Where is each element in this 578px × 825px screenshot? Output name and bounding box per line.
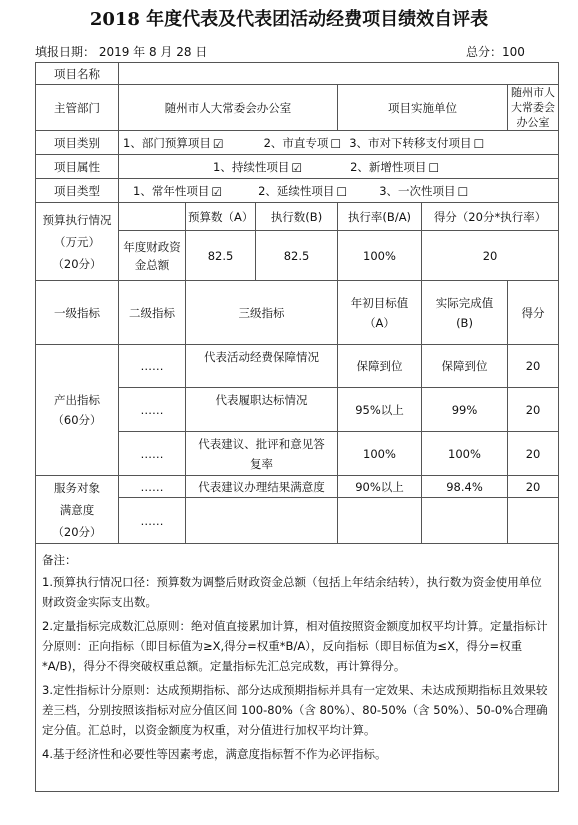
level2-cell: …… [119,432,186,476]
budget-header-score: 得分（20分*执行率） [422,203,559,231]
checkbox-checked-icon[interactable]: ☑ [211,184,223,199]
note-item: 2.定量指标完成数汇总原则：绝对值直接累加计算，相对值按照资金额度加权平均计算。定量指标计分原则：正向指标（即目标值为≥X,得分=权重*B/A），反向指标（即目标值为≤X，得分=权重*A/B)，得分不得突破权重总额。定量指标先汇总完成数，再计算得分。 [42,619,548,673]
checkbox-icon[interactable]: ☐ [336,184,348,199]
rate-value: 100% [338,231,422,281]
evaluation-table [35,62,559,792]
target-cell: 90%以上 [338,476,422,498]
actual-cell: 98.4% [422,476,508,498]
actual-cell: 100% [422,432,508,476]
score-cell: 20 [508,432,559,476]
budget-header-blank [119,203,186,231]
score-cell: 20 [508,345,559,388]
score-cell [508,498,559,544]
fill-date: 填报日期： 2019 年 8 月 28 日 [35,45,208,59]
level2-cell: …… [119,476,186,498]
level3-cell: 代表履职达标情况 [186,388,338,432]
notes [36,544,559,792]
project-name-label: 项目名称 [36,63,119,85]
budget-header-rate: 执行率(B/A) [338,203,422,231]
attribute-label: 项目属性 [36,155,119,179]
checkbox-icon[interactable]: ☐ [457,184,469,199]
target-cell: 95%以上 [338,388,422,432]
department-label: 主管部门 [36,85,119,131]
checkbox-icon[interactable]: ☐ [473,136,485,151]
row-indicator-header [36,281,559,345]
attribute-options [119,155,559,179]
budget-header-b: 执行数(B) [256,203,338,231]
row-attribute [36,155,559,179]
row-notes [36,544,559,792]
target-cell: 100% [338,432,422,476]
score-header: 得分 [508,281,559,345]
row-department [36,85,559,131]
attribute-option-2[interactable]: 2、新增性项目 ☐ [350,159,440,175]
budget-execution-label: 预算执行情况 （万元） （20分） [36,203,119,281]
note-item: 4.基于经济性和必要性等因素考虑，满意度指标暂不作为必评指标。 [42,747,387,761]
type-option-2[interactable]: 2、延续性项目 ☐ [258,183,348,199]
checkbox-checked-icon[interactable]: ☑ [212,136,224,151]
type-label: 项目类型 [36,179,119,203]
implementing-unit-label: 项目实施单位 [338,85,508,131]
score-cell: 20 [508,388,559,432]
actual-cell: 99% [422,388,508,432]
level2-cell: …… [119,388,186,432]
row-category [36,131,559,155]
notes-heading: 备注： [42,553,77,567]
exec-value: 82.5 [256,231,338,281]
attribute-option-1[interactable]: 1、持续性项目 ☑ [213,159,303,175]
row-project-name [36,63,559,85]
actual-cell: 保障到位 [422,345,508,388]
department-value: 随州市人大常委会办公室 [119,85,338,131]
service-satisfaction-label: 服务对象 满意度 （20分） [36,476,119,544]
level2-cell: …… [119,498,186,544]
budget-header-a: 预算数（A） [186,203,256,231]
score-cell: 20 [508,476,559,498]
level3-cell [186,498,338,544]
checkbox-checked-icon[interactable]: ☑ [291,160,303,175]
level2-cell: …… [119,345,186,388]
note-item: 3.定性指标计分原则：达成预期指标、部分达成预期指标并具有一定效果、未达成预期指标且效果较差三档，分别按照该指标对应分值区间 100-80%（含 80%）、80-50%（含 50%）、50-0%合理确定分值。汇总时，以资金额度为权重，对分值进行加权平均计算。 [42,683,548,737]
category-label: 项目类别 [36,131,119,155]
type-options [119,179,559,203]
category-option-3[interactable]: 3、市对下转移支付项目 ☐ [349,135,485,151]
level3-cell: 代表活动经费保障情况 [186,345,338,388]
target-header: 年初目标值 （A） [338,281,422,345]
level3-cell: 代表建议、批评和意见答复率 [186,432,338,476]
checkbox-icon[interactable]: ☐ [330,136,342,151]
table-row [36,476,559,498]
implementing-unit-value: 随州市人大常委会办公室 [508,85,559,131]
actual-cell [422,498,508,544]
note-item: 1.预算执行情况口径：预算数为调整后财政资金总额（包括上年结余结转），执行数为资金使用单位财政资金实际支出数。 [42,575,542,609]
level3-cell: 代表建议办理结果满意度 [186,476,338,498]
output-indicator-label: 产出指标 （60分） [36,345,119,476]
actual-header: 实际完成值 (B) [422,281,508,345]
total-score: 总分：100 [466,45,525,59]
category-option-1[interactable]: 1、部门预算项目 ☑ [123,135,224,151]
annual-fund-label: 年度财政资金总额 [119,231,186,281]
checkbox-icon[interactable]: ☐ [428,160,440,175]
project-name-value[interactable] [119,63,559,85]
page-title: 2018 年度代表及代表团活动经费项目绩效自评表 [89,9,489,30]
target-cell [338,498,422,544]
level3-header: 三级指标 [186,281,338,345]
row-type [36,179,559,203]
budget-score-value: 20 [422,231,559,281]
target-cell: 保障到位 [338,345,422,388]
category-options [119,131,559,155]
type-option-1[interactable]: 1、常年性项目 ☑ [133,183,223,199]
type-option-3[interactable]: 3、一次性项目 ☐ [379,183,469,199]
table-row [36,345,559,388]
category-option-2[interactable]: 2、市直专项 ☐ [263,135,342,151]
level2-header: 二级指标 [119,281,186,345]
budget-value: 82.5 [186,231,256,281]
level1-header: 一级指标 [36,281,119,345]
row-budget-header [36,203,559,231]
